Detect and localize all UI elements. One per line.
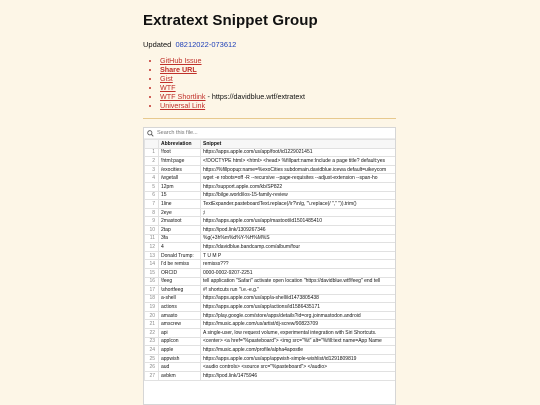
link-list <box>160 56 305 110</box>
snippet-cell: wget -e robots=off -R --recursive --page-requisites --adjust-extension --span-ho <box>201 174 397 183</box>
abbreviation-cell: amscrew <box>159 320 201 329</box>
snippet-cell: https://apps.apple.com/us/app/actions/id1586435171 <box>201 303 397 312</box>
row-number: 21 <box>145 320 159 329</box>
updated-label: Updated <box>143 40 172 49</box>
abbreviation-cell: !html:page <box>159 157 201 166</box>
wtf-shortlink-link[interactable]: WTF Shortlink <box>160 92 206 101</box>
snippet-cell: https://davidblue.bandcamp.com/album/four <box>201 243 397 252</box>
abbreviation-cell: apple <box>159 346 201 355</box>
universal-link[interactable]: Universal Link <box>160 101 206 110</box>
snippet-cell: https://ipod.link/1475946 <box>201 372 397 381</box>
snippet-cell: #! shortcuts run "i.e.-e.g." <box>201 286 397 295</box>
row-number: 17 <box>145 286 159 295</box>
table-row[interactable] <box>145 286 397 295</box>
snippet-cell: https://%fillpopup:name=%exoCities subdomain.davidblue.icewa default=uikeycom <box>201 165 397 174</box>
table-row[interactable] <box>145 225 397 234</box>
abbreviation-cell: a-shell <box>159 294 201 303</box>
search-icon <box>147 127 154 142</box>
table-row[interactable] <box>145 251 397 260</box>
share-url-link[interactable]: Share URL <box>160 65 197 74</box>
abbreviation-cell: 4 <box>159 243 201 252</box>
abbreviation-cell: 2mastoot <box>159 217 201 226</box>
snippet-cell: ⁒ <box>201 208 397 217</box>
table-row[interactable] <box>145 320 397 329</box>
page-title: Extratext Snippet Group <box>143 12 318 29</box>
abbreviation-cell: api <box>159 329 201 338</box>
table-row[interactable] <box>145 363 397 372</box>
snippet-cell: https://apps.apple.com/us/app/mastoot/id1501485410 <box>201 217 397 226</box>
table-row[interactable] <box>145 217 397 226</box>
table-row[interactable] <box>145 243 397 252</box>
row-number: 10 <box>145 225 159 234</box>
row-number: 2 <box>145 157 159 166</box>
github-issue-link[interactable]: GitHub Issue <box>160 56 202 65</box>
snippet-cell: https://support.apple.com/kb/SP822 <box>201 182 397 191</box>
abbreviation-cell: \feeg <box>159 277 201 286</box>
snippet-cell: https://apps.apple.com/us/app/foot/id1229021451 <box>201 148 397 157</box>
link-item-share-url <box>160 65 305 74</box>
row-number: 7 <box>145 200 159 209</box>
table-row[interactable] <box>145 294 397 303</box>
row-number: 19 <box>145 303 159 312</box>
snippet-cell: TextExpander.pasteboardText.replace(/\r?\n/g, "\.replace(/ "," ")).trim() <box>201 200 397 209</box>
column-header-snippet: Snippet <box>201 140 397 149</box>
updated-timestamp-link[interactable]: 08212022-073612 <box>175 40 237 49</box>
abbreviation-cell: applcon <box>159 337 201 346</box>
abbreviation-cell: /exocities <box>159 165 201 174</box>
row-number: 25 <box>145 354 159 363</box>
snippet-cell: A single-user, low request volume, experimental integration with Siri Shortcuts. <box>201 329 397 338</box>
row-number: 27 <box>145 372 159 381</box>
search-input[interactable] <box>157 130 357 136</box>
gist-link[interactable]: Gist <box>160 74 173 83</box>
abbreviation-cell: appwish <box>159 354 201 363</box>
link-item-wtf <box>160 83 305 92</box>
abbreviation-cell: 2tap <box>159 225 201 234</box>
snippet-cell: 0000-0002-9207-2251 <box>201 268 397 277</box>
table-row[interactable] <box>145 200 397 209</box>
snippet-cell: https://music.apple.com/us/artist/dj-screw/90823709 <box>201 320 397 329</box>
abbreviation-cell: 3fa <box>159 234 201 243</box>
abbreviation-cell: 15 <box>159 191 201 200</box>
row-number: 8 <box>145 208 159 217</box>
abbreviation-cell: /wgetall <box>159 174 201 183</box>
snippet-cell: remisss??? <box>201 260 397 269</box>
wtf-link[interactable]: WTF <box>160 83 176 92</box>
row-number: 11 <box>145 234 159 243</box>
snippet-cell: %g(+3h%m%d%Y-%H%M%S <box>201 234 397 243</box>
table-row[interactable] <box>145 148 397 157</box>
snippet-table <box>144 139 396 381</box>
snippet-table-viewer <box>143 127 396 405</box>
search-bar <box>144 128 395 139</box>
row-number: 9 <box>145 217 159 226</box>
snippet-cell: https://ipod.link/1309267346 <box>201 225 397 234</box>
abbreviation-cell: !foot <box>159 148 201 157</box>
abbreviation-cell: avbkm <box>159 372 201 381</box>
snippet-cell: <center> <a href="%pasteboard"> <img src="%t" alt="%fill:text name=App Name <box>201 337 397 346</box>
snippet-cell: https://play.google.com/store/apps/details?id=org.joinmastodon.android <box>201 311 397 320</box>
table-row[interactable] <box>145 208 397 217</box>
row-number: 18 <box>145 294 159 303</box>
abbreviation-cell: aud <box>159 363 201 372</box>
abbreviation-cell: I'd be remiss <box>159 260 201 269</box>
row-number: 20 <box>145 311 159 320</box>
table-header-row <box>145 140 397 149</box>
abbreviation-cell: actions <box>159 303 201 312</box>
link-item-github-issue <box>160 56 305 65</box>
table-row[interactable] <box>145 346 397 355</box>
abbreviation-cell: 12pm <box>159 182 201 191</box>
snippet-cell: <audio controls> <source src="%pasteboard"> </audio> <box>201 363 397 372</box>
row-number: 6 <box>145 191 159 200</box>
table-row[interactable] <box>145 165 397 174</box>
link-item-universal-link <box>160 101 305 110</box>
abbreviation-cell: 1line <box>159 200 201 209</box>
table-row[interactable] <box>145 234 397 243</box>
abbreviation-cell: \shortfeeg <box>159 286 201 295</box>
row-number: 12 <box>145 243 159 252</box>
row-number: 14 <box>145 260 159 269</box>
snippet-cell: https://apps.apple.com/us/app/appwish-simple-wishlist/id1291809819 <box>201 354 397 363</box>
abbreviation-cell: 2eye <box>159 208 201 217</box>
row-number: 23 <box>145 337 159 346</box>
row-number: 16 <box>145 277 159 286</box>
abbreviation-cell: amasto <box>159 311 201 320</box>
abbreviation-cell: Donald Trump: <box>159 251 201 260</box>
row-number: 26 <box>145 363 159 372</box>
table-row[interactable] <box>145 329 397 338</box>
table-row[interactable] <box>145 354 397 363</box>
snippet-cell: https://apps.apple.com/us/app/a-shell/id1473805438 <box>201 294 397 303</box>
table-row[interactable] <box>145 277 397 286</box>
table-row[interactable] <box>145 311 397 320</box>
wtf-shortlink-url: https://davidblue.wtf/extratext <box>211 92 306 101</box>
link-item-wtf-shortlink <box>160 92 305 101</box>
abbreviation-cell: ORCID <box>159 268 201 277</box>
updated-line <box>143 40 236 49</box>
row-number: 3 <box>145 165 159 174</box>
section-divider <box>143 118 396 119</box>
wtf-shortlink-separator: - <box>205 92 212 101</box>
table-row[interactable] <box>145 174 397 183</box>
row-number: 15 <box>145 268 159 277</box>
row-number: 4 <box>145 174 159 183</box>
row-number: 13 <box>145 251 159 260</box>
snippet-cell: <!DOCTYPE html> <html> <head> %fillpart:name:Include a page title? default:yes <box>201 157 397 166</box>
snippet-cell: https://bilge.world/ios-15-family-review <box>201 191 397 200</box>
table-row[interactable] <box>145 372 397 381</box>
link-item-gist <box>160 74 305 83</box>
row-number: 5 <box>145 182 159 191</box>
table-row[interactable] <box>145 303 397 312</box>
table-row[interactable] <box>145 260 397 269</box>
table-row[interactable] <box>145 157 397 166</box>
table-row[interactable] <box>145 337 397 346</box>
row-number: 1 <box>145 148 159 157</box>
snippet-cell: T U M P <box>201 251 397 260</box>
column-header-abbreviation: Abbreviation <box>159 140 201 149</box>
row-number: 24 <box>145 346 159 355</box>
row-number: 22 <box>145 329 159 338</box>
snippet-cell: https://music.apple.com/profile/alpha4apostle <box>201 346 397 355</box>
snippet-cell: tell application "Safari" activate open location "https://davidblue.wtf/feeg" end tell <box>201 277 397 286</box>
table-row[interactable] <box>145 268 397 277</box>
table-row[interactable] <box>145 182 397 191</box>
table-row[interactable] <box>145 191 397 200</box>
